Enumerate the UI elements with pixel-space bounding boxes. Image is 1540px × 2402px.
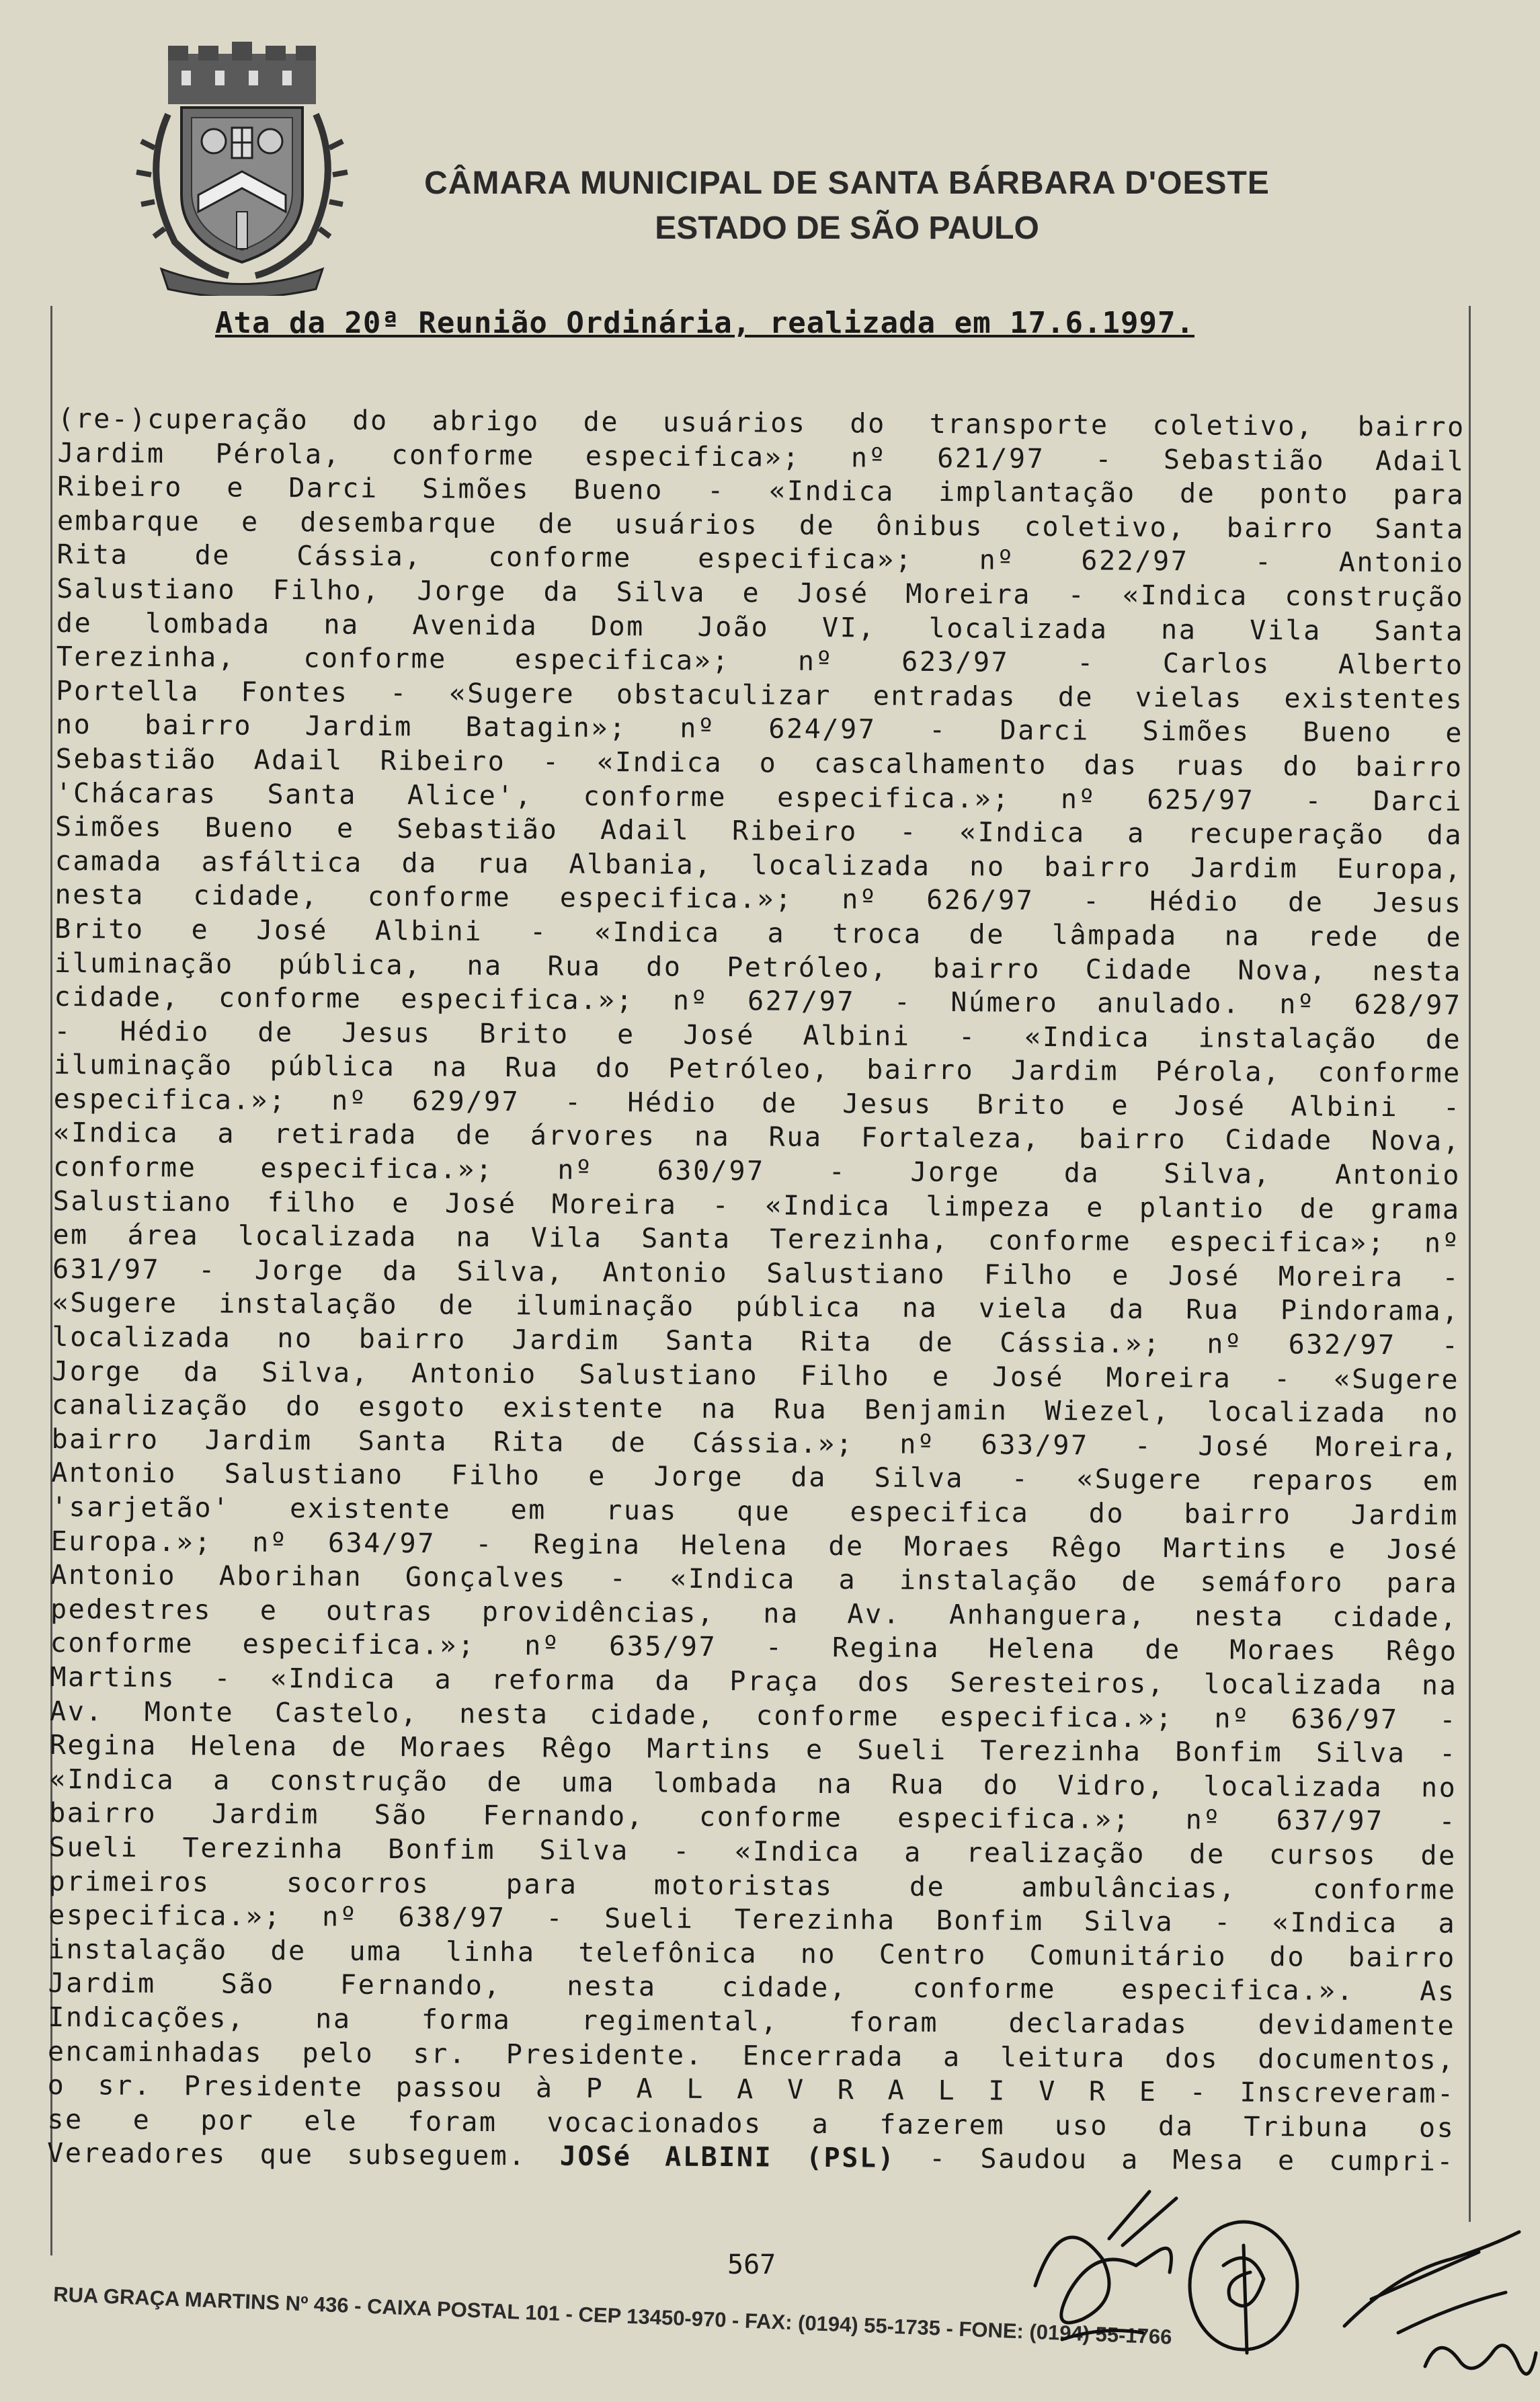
text-line: 631/97 - Jorge da Silva, Antonio Salustiano Filho e José Moreira - <box>52 1253 1461 1293</box>
footer-address: RUA GRAÇA MARTINS Nº 436 - CAIXA POSTAL 101 - CEP 13450-970 - FAX: (0194) 55-1735 - FONE: (0194) 55-1766 <box>52 2282 1173 2349</box>
text-line: «Sugere instalação de iluminação pública na viela da Rua Pindorama, <box>52 1287 1460 1328</box>
text-line: Jardim Pérola, conforme especifica»; nº 621/97 - Sebastião Adail <box>57 437 1465 477</box>
text-line: especifica.»; nº 638/97 - Sueli Terezinha Bonfim Silva - «Indica a <box>48 1900 1457 1939</box>
text-line: iluminação pública na Rua do Petróleo, bairro Jardim Pérola, conforme <box>53 1049 1462 1090</box>
text-line: Jardim São Fernando, nesta cidade, conforme especifica.». As <box>48 1968 1456 2008</box>
text-line: Europa.»; nº 634/97 - Regina Helena de Moraes Rêgo Martins e José <box>50 1525 1459 1566</box>
text-line: «Indica a construção de uma lombada na Rua do Vidro, localizada no <box>49 1763 1457 1804</box>
text-line: Sueli Terezinha Bonfim Silva - «Indica a realização de cursos de <box>48 1831 1457 1872</box>
text-line: bairro Jardim São Fernando, conforme especifica.»; nº 637/97 - <box>49 1798 1457 1838</box>
text-line: Brito e José Albini - «Indica a troca de lâmpada na rede de <box>54 913 1463 953</box>
text-line: o sr. Presidente passou à P A L A V R A L I V R E - Inscreveram- <box>47 2070 1455 2110</box>
text-segment: - Saudou a Mesa e cumpri- <box>895 2143 1455 2178</box>
margin-line-right <box>1469 306 1471 2222</box>
text-line: Jorge da Silva, Antonio Salustiano Filho e José Moreira - «Sugere <box>52 1355 1460 1396</box>
text-line: conforme especifica.»; nº 635/97 - Regina Helena de Moraes Rêgo <box>50 1628 1458 1668</box>
text-line: Regina Helena de Moraes Rêgo Martins e Sueli Terezinha Bonfim Silva - <box>49 1730 1457 1769</box>
institution-state: ESTADO DE SÃO PAULO <box>655 210 1039 246</box>
text-line: «Indica a retirada de árvores na Rua Fortaleza, bairro Cidade Nova, <box>53 1117 1461 1158</box>
minutes-body-text <box>47 402 1465 2179</box>
text-line: cidade, conforme especifica.»; nº 627/97 - Número anulado. nº 628/97 <box>54 982 1462 1021</box>
text-line: Portella Fontes - «Sugere obstaculizar entradas de vielas existentes <box>56 675 1464 715</box>
institution-name: CÂMARA MUNICIPAL DE SANTA BÁRBARA D'OESTE <box>424 165 1270 201</box>
text-line: especifica.»; nº 629/97 - Hédio de Jesus Brito e José Albini - <box>53 1083 1461 1123</box>
text-line: Terezinha, conforme especifica»; nº 623/97 - Carlos Alberto <box>56 641 1464 681</box>
text-line: camada asfáltica da rua Albania, localizada no bairro Jardim Europa, <box>54 845 1463 885</box>
coat-of-arms-icon <box>128 40 356 296</box>
text-line: Av. Monte Castelo, nesta cidade, conforme especifica.»; nº 636/97 - <box>49 1695 1458 1736</box>
text-line: primeiros socorros para motoristas de ambulâncias, conforme <box>48 1866 1457 1906</box>
text-line: localizada no bairro Jardim Santa Rita de Cássia.»; nº 632/97 - <box>52 1322 1460 1361</box>
text-line: Salustiano Filho, Jorge da Silva e José Moreira - «Indica construção <box>56 573 1465 613</box>
text-line: 'Chácaras Santa Alice', conforme especifica.»; nº 625/97 - Darci <box>55 777 1463 817</box>
text-line: Ribeiro e Darci Simões Bueno - «Indica implantação de ponto para <box>57 471 1465 511</box>
text-line: de lombada na Avenida Dom João VI, localizada na Vila Santa <box>56 607 1465 647</box>
text-line: Sebastião Adail Ribeiro - «Indica o cascalhamento das ruas do bairro <box>55 743 1463 783</box>
text-line: pedestres e outras providências, na Av. Anhanguera, nesta cidade, <box>50 1593 1459 1634</box>
text-line: no bairro Jardim Batagin»; nº 624/97 - Darci Simões Bueno e <box>55 709 1464 750</box>
text-line: Rita de Cássia, conforme especifica»; nº 622/97 - Antonio <box>56 539 1465 579</box>
text-line: embarque e desembarque de usuários de ônibus coletivo, bairro Santa <box>56 505 1465 545</box>
text-line: Martins - «Indica a reforma da Praça dos Seresteiros, localizada na <box>50 1661 1458 1702</box>
text-segment: Vereadores que subseguem. <box>46 2138 560 2172</box>
text-line: instalação de uma linha telefônica no Centro Comunitário do bairro <box>48 1933 1457 1974</box>
text-line: encaminhadas pelo sr. Presidente. Encerrada a leitura dos documentos, <box>47 2036 1456 2076</box>
text-line: bairro Jardim Santa Rita de Cássia.»; nº 633/97 - José Moreira, <box>51 1423 1459 1464</box>
text-line: (re-)cuperação do abrigo de usuários do transporte coletivo, bairro <box>57 403 1465 443</box>
text-line: Salustiano filho e José Moreira - «Indica limpeza e plantio de grama <box>52 1185 1461 1226</box>
text-line: Simões Bueno e Sebastião Adail Ribeiro - «Indica a recuperação da <box>54 811 1463 851</box>
text-line: nesta cidade, conforme especifica.»; nº 626/97 - Hédio de Jesus <box>54 879 1463 920</box>
text-line: se e por ele foram vocacionados a fazerem uso da Tribuna os <box>47 2104 1455 2144</box>
text-line: Indicações, na forma regimental, foram declaradas devidamente <box>48 2001 1456 2042</box>
handwritten-signatures-icon <box>1022 2165 1539 2402</box>
text-line: canalização do esgoto existente na Rua Benjamin Wiezel, localizada no <box>51 1390 1459 1429</box>
text-line: 'sarjetão' existente em ruas que especifica do bairro Jardim <box>50 1491 1459 1531</box>
speaker-name: JOSé ALBINI (PSL) <box>559 2140 896 2174</box>
text-line: iluminação pública, na Rua do Petróleo, bairro Cidade Nova, nesta <box>54 947 1463 988</box>
text-line: - Hédio de Jesus Brito e José Albini - «Indica instalação de <box>54 1015 1462 1055</box>
text-line: Antonio Salustiano Filho e Jorge da Silva - «Sugere reparos em <box>51 1457 1459 1498</box>
page-number: 567 <box>727 2249 776 2280</box>
text-line: Antonio Aborihan Gonçalves - «Indica a instalação de semáforo para <box>50 1560 1459 1599</box>
text-line: conforme especifica.»; nº 630/97 - Jorge da Silva, Antonio <box>52 1152 1461 1191</box>
document-title: Ata da 20ª Reunião Ordinária, realizada em 17.6.1997. <box>215 306 1194 340</box>
text-line: em área localizada na Vila Santa Terezinha, conforme especifica»; nº <box>52 1219 1461 1260</box>
